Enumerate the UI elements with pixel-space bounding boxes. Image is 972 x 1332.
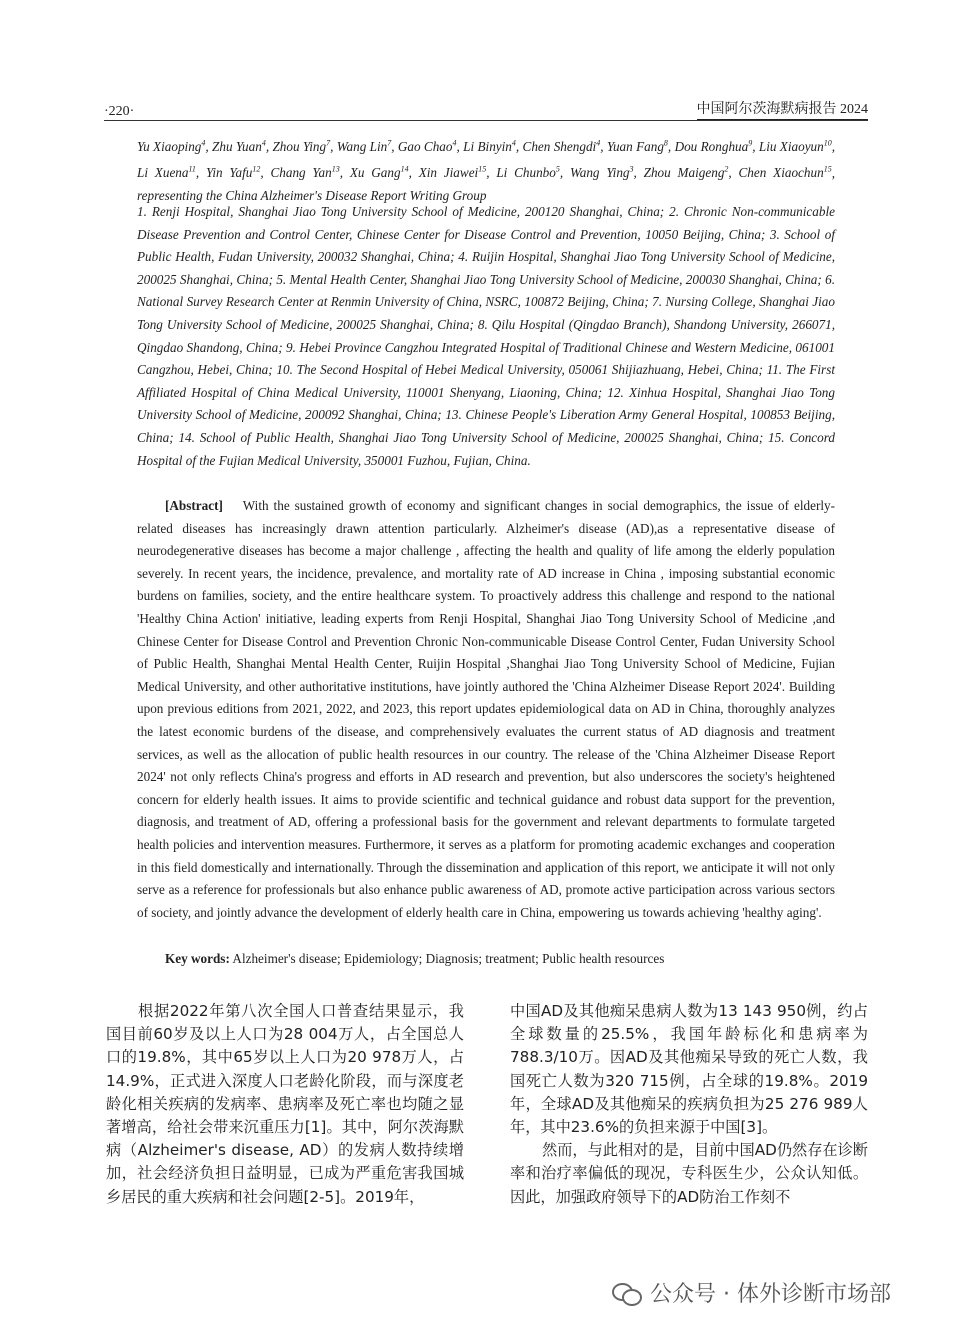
author-name: Dou Ronghua bbox=[674, 139, 749, 155]
author-affiliation-number: 13 bbox=[331, 164, 340, 174]
author-affiliation-number: 9 bbox=[748, 139, 753, 148]
author-name: Yu Xiaoping bbox=[137, 139, 202, 155]
author-name: Chang Yan bbox=[270, 165, 332, 181]
author-name: Yin Yafu bbox=[205, 165, 253, 181]
abstract-label: [Abstract] bbox=[165, 498, 223, 513]
keywords bbox=[165, 948, 835, 970]
header-rule bbox=[104, 120, 868, 121]
author-names: Yu Xiaoping$^4$, Zhu Yuan$^4$, Zhou Ying$^7$, Wang Lin$^7$, Gao Chao$^4$, Li Binyin$^4$, Chen Shengdi$^4$, Yuan Fang$^8$, Dou Ronghua$^9$, Liu Xiaoyun$^{10}$, Li Xuena$^{11}$, Yin Yafu$^{12}$, Chang Yan$^{13}$, Xu Gang$^{14}$, Xin Jiawei$^{15}$, Li Chunbo$^5$, Wang Ying$^3$, Zhou Maigeng$^2$, Chen Xiaochun$^{15}$ bbox=[137, 139, 836, 181]
author-name: Xin Jiawei bbox=[418, 165, 479, 181]
author-affiliation-number: 4 bbox=[261, 139, 266, 148]
author-name: Zhou Ying bbox=[272, 139, 327, 155]
author-name: Li Chunbo bbox=[496, 165, 556, 181]
author-name: Liu Xiaoyun bbox=[758, 139, 824, 155]
author-name: Wang Lin bbox=[336, 139, 388, 155]
author-name: Zhu Yuan bbox=[212, 139, 262, 155]
abstract-text: With the sustained growth of economy and significant changes in social demographics, the issue of elderly-related diseases has increasingly drawn attention particularly. Alzheimer's disease (AD),as a representative disease of neurodegenerative diseases has become a major challenge , affecting the health and quality of life among the elderly population severely. In recent years, the incidence, prevalence, and mortality rate of AD increase in China , imposing substantial economic burdens on families, society, and the entire healthcare system. To proactively address this challenge and respond to the national 'Healthy China Action' initiative, leading experts from Renji Hospital, Shanghai Jiao Tong University School of Medicine ,and Chinese Center for Disease Control and Prevention Chronic Non-communicable Disease Control Center, Fudan University School of Public Health, Shanghai Mental Health Center, Ruijin Hospital ,Shanghai Jiao Tong University School of Medicine, Fujian Medical University, and other authoritative institutions, have jointly authored the 'China Alzheimer Disease Report 2024'. Building upon previous editions from 2021, 2022, and 2023, this report updates epidemiological data on AD in China, thoroughly analyzes the latest economic burdens of the disease, and comprehensively evaluates the current status of AD diagnosis and treatment services, as well as the allocation of public health resources in our country. The release of the 'China Alzheimer Disease Report 2024' not only reflects China's progress and efforts in AD research and prevention, but also underscores the society's heightened concern for elderly health issues. It aims to provide scientific and technical guidance and robust data support for the prevention, diagnosis, and treatment of AD, offering a professional basis for the government and relevant departments to formulate targeted health policies and intervention measures. Furthermore, it serves as a platform for promoting academic exchanges and cooperation in this field domestically and internationally. Through the dissemination and application of this report, we anticipate it will not only serve as a reference for professionals but also enhance public awareness of AD, promote active participation across various sectors of society, and jointly advance the development of elderly health care in China, empowering us towards achieving 'healthy aging'. bbox=[137, 498, 835, 920]
author-name: Yuan Fang bbox=[606, 139, 664, 155]
author-affiliation-number: 2 bbox=[724, 164, 729, 174]
body-column-left bbox=[106, 1000, 464, 1209]
author-affiliation-number: 3 bbox=[629, 164, 634, 174]
authors-suffix: , representing the China Alzheimer's Disease Report Writing Group bbox=[137, 165, 835, 203]
author-name: Xu Gang bbox=[349, 165, 401, 181]
affiliations: 1. Renji Hospital, Shanghai Jiao Tong University School of Medicine, 200120 Shanghai, China; 2. Chronic Non-communicable Disease Prevention and Control Center, Chinese Center for Disease Control and Prevention, 10050 Beijing, China; 3. School of Public Health, Fudan University, 200032 Shanghai, China; 4. Ruijin Hospital, Shanghai Jiao Tong University School of Medicine, 200025 Shanghai, China; 5. Mental Health Center, Shanghai Jiao Tong University School of Medicine, 200030 Shanghai, China; 6. National Survey Research Center at Renmin University of China, NSRC, 100872 Beijing, China; 7. Nursing College, Shanghai Jiao Tong University School of Medicine, 200025 Shanghai, China; 8. Qilu Hospital (Qingdao Branch), Shandong University, 266071, Qingdao Shandong, China; 9. Hebei Province Cangzhou Integrated Hospital of Traditional Chinese and Western Medicine, 061001 Cangzhou, Hebei, China; 10. The Second Hospital of Hebei Medical University, 050061 Shijiazhuang, Hebei, China; 11. The First Affiliated Hospital of China Medical University, 110001 Shenyang, Liaoning, China; 12. Xinhua Hospital, Shanghai Jiao Tong University School of Medicine, 200092 Shanghai, China; 13. Chinese People's Liberation Army General Hospital, 100853 Beijing, China; 14. School of Public Health, Shanghai Jiao Tong University School of Medicine, 200025 Shanghai, China; 15. Concord Hospital of the Fujian Medical University, 350001 Fuzhou, Fujian, China. bbox=[137, 204, 835, 468]
body-paragraph: 根据2022年第八次全国人口普查结果显示，我国目前60岁及以上人口为28 004万人，占全国总人口的19.8%，其中65岁以上人口为20 978万人，占14.9%，正式进入深度人口老龄化阶段，而与深度老龄化相关疾病的发病率、患病率及死亡率也均随之显著增高，给社会带来沉重压力[1]。其中，阿尔茨海默病（Alzheimer's disease, AD）的发病人数持续增加，社会经济负担日益明显，已成为严重危害我国城乡居民的重大疾病和社会问题[2-5]。2019年， bbox=[106, 1002, 464, 1206]
author-affiliation-number: 10 bbox=[823, 139, 832, 148]
author-affiliation-number: 15 bbox=[823, 164, 832, 174]
body-column-right bbox=[510, 1000, 868, 1209]
author-name: Chen Xiaochun bbox=[738, 165, 824, 181]
journal-title: 中国阿尔茨海默病报告 2024 bbox=[697, 98, 869, 120]
author-name: Zhou Maigeng bbox=[643, 165, 725, 181]
author-name: Wang Ying bbox=[569, 165, 630, 181]
author-affiliation-number: 12 bbox=[252, 164, 261, 174]
author-affiliation-number: 7 bbox=[387, 139, 392, 148]
abstract bbox=[137, 495, 835, 924]
author-affiliation-number: 4 bbox=[511, 139, 516, 148]
author-affiliation-number: 14 bbox=[400, 164, 409, 174]
keywords-label: Key words: bbox=[165, 951, 230, 966]
watermark-text: 公众号 · 体外诊断市场部 bbox=[650, 1282, 891, 1307]
author-affiliation-number: 15 bbox=[478, 164, 487, 174]
author-name: Li Xuena bbox=[137, 165, 189, 181]
author-affiliation-number: 8 bbox=[663, 139, 668, 148]
keywords-text: Alzheimer's disease; Epidemiology; Diagnosis; treatment; Public health resources bbox=[232, 951, 665, 966]
author-name: Chen Shengdi bbox=[522, 139, 597, 155]
body-paragraph: 中国AD及其他痴呆患病人数为13 143 950例，约占全球数量的25.5%，我国年龄标化和患病率为788.3/10万。因AD及其他痴呆导致的死亡人数，我国死亡人数为320 715例，占全球的19.8%。2019年，全球AD及其他痴呆的疾病负担为25 276 989人年，其中23.6%的负担来源于中国[3]。 bbox=[510, 1002, 868, 1137]
author-affiliation-number: 7 bbox=[326, 139, 331, 148]
body-paragraph: 然而，与此相对的是，目前中国AD仍然存在诊断率和治疗率偏低的现况，专科医生少，公众认知低。因此，加强政府领导下的AD防治工作刻不 bbox=[510, 1141, 868, 1206]
author-affiliation-number: 11 bbox=[188, 164, 196, 174]
page-number: ·220· bbox=[104, 104, 135, 119]
author-affiliation-number: 5 bbox=[555, 164, 560, 174]
author-name: Gao Chao bbox=[397, 139, 453, 155]
author-list bbox=[137, 133, 835, 208]
author-affiliation-number: 4 bbox=[201, 139, 206, 148]
author-name: Li Binyin bbox=[463, 139, 512, 155]
author-affiliation-number: 4 bbox=[596, 139, 601, 148]
author-affiliation-number: 4 bbox=[452, 139, 457, 148]
watermark bbox=[612, 1277, 891, 1308]
wechat-icon bbox=[612, 1281, 642, 1305]
